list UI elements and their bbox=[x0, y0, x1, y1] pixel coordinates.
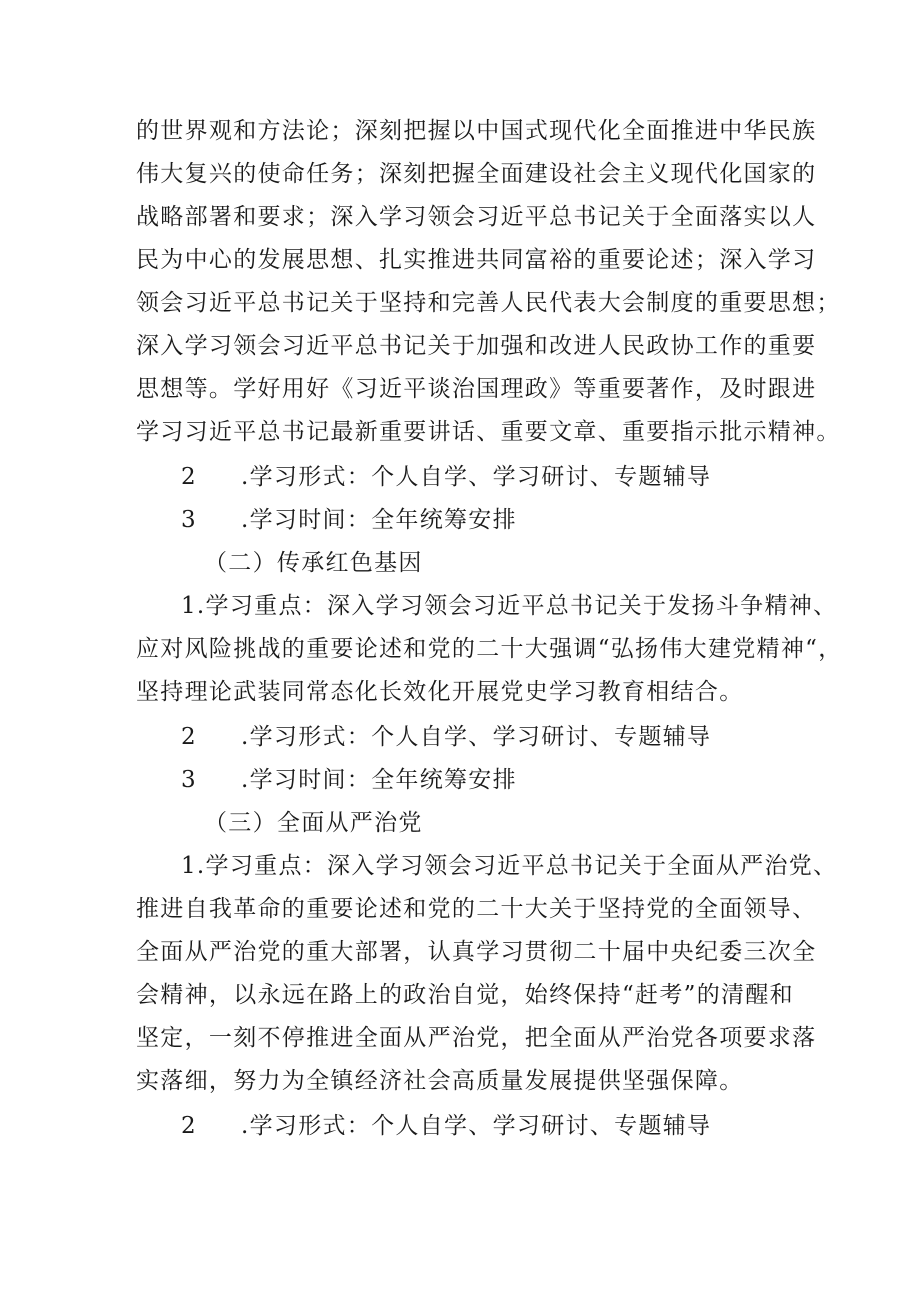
list-number: 3 bbox=[181, 507, 197, 533]
list-text: .学习时间：全年统筹安排 bbox=[241, 507, 517, 533]
section-heading-3: （三）全面从严治党 bbox=[204, 810, 423, 836]
list-number: 3 bbox=[181, 767, 197, 793]
s2-focus-line: 1.学习重点：深入学习领会习近平总书记关于发扬斗争精神、 bbox=[181, 593, 838, 619]
list-text: .学习时间：全年统筹安排 bbox=[241, 767, 517, 793]
body-line: 民为中心的发展思想、扎实推进共同富裕的重要论述；深入学习 bbox=[136, 247, 817, 273]
list-text: .学习形式：个人自学、学习研讨、专题辅导 bbox=[241, 724, 712, 750]
s3-focus-line: 1.学习重点：深入学习领会习近平总书记关于全面从严治党、 bbox=[181, 853, 838, 879]
s3-study-form bbox=[181, 1105, 841, 1148]
list-text: .学习形式：个人自学、学习研讨、专题辅导 bbox=[241, 464, 712, 490]
s2-study-time bbox=[181, 759, 841, 802]
s2-study-form bbox=[181, 716, 841, 759]
list-number: 2 bbox=[181, 1113, 197, 1139]
s1-study-form bbox=[181, 456, 841, 499]
body-line: 战略部署和要求；深入学习领会习近平总书记关于全面落实以人 bbox=[136, 204, 817, 230]
body-line: 领会习近平总书记关于坚持和完善人民代表大会制度的重要思想； bbox=[136, 290, 841, 316]
list-text: .学习形式：个人自学、学习研讨、专题辅导 bbox=[241, 1113, 712, 1139]
s3-focus-line: 会精神，以永远在路上的政治自觉，始终保持“赶考”的清醒和 bbox=[136, 982, 794, 1008]
s3-focus-line: 坚定，一刻不停推进全面从严治党，把全面从严治党各项要求落 bbox=[136, 1025, 817, 1051]
s2-focus-line: 应对风险挑战的重要论述和党的二十大强调“弘扬伟大建党精神“， bbox=[136, 636, 843, 662]
body-line: 深入学习领会习近平总书记关于加强和改进人民政协工作的重要 bbox=[136, 333, 817, 359]
list-number: 2 bbox=[181, 724, 197, 750]
s3-focus-line: 推进自我革命的重要论述和党的二十大关于坚持党的全面领导、 bbox=[136, 896, 817, 922]
list-number: 2 bbox=[181, 464, 197, 490]
body-line: 伟大复兴的使命任务；深刻把握全面建设社会主义现代化国家的 bbox=[136, 161, 817, 187]
s3-focus-line: 全面从严治党的重大部署，认真学习贯彻二十届中央纪委三次全 bbox=[136, 939, 817, 965]
body-line: 学习习近平总书记最新重要讲话、重要文章、重要指示批示精神。 bbox=[136, 419, 841, 445]
s2-focus-line: 坚持理论武装同常态化长效化开展党史学习教育相结合。 bbox=[136, 679, 744, 705]
section-heading-2: （二）传承红色基因 bbox=[204, 550, 423, 576]
body-line: 的世界观和方法论；深刻把握以中国式现代化全面推进中华民族 bbox=[136, 118, 817, 144]
s1-study-time bbox=[181, 499, 841, 542]
body-line: 思想等。学好用好《习近平谈治国理政》等重要著作，及时跟进 bbox=[136, 376, 817, 402]
s3-focus-line: 实落细，努力为全镇经济社会高质量发展提供坚强保障。 bbox=[136, 1068, 744, 1094]
